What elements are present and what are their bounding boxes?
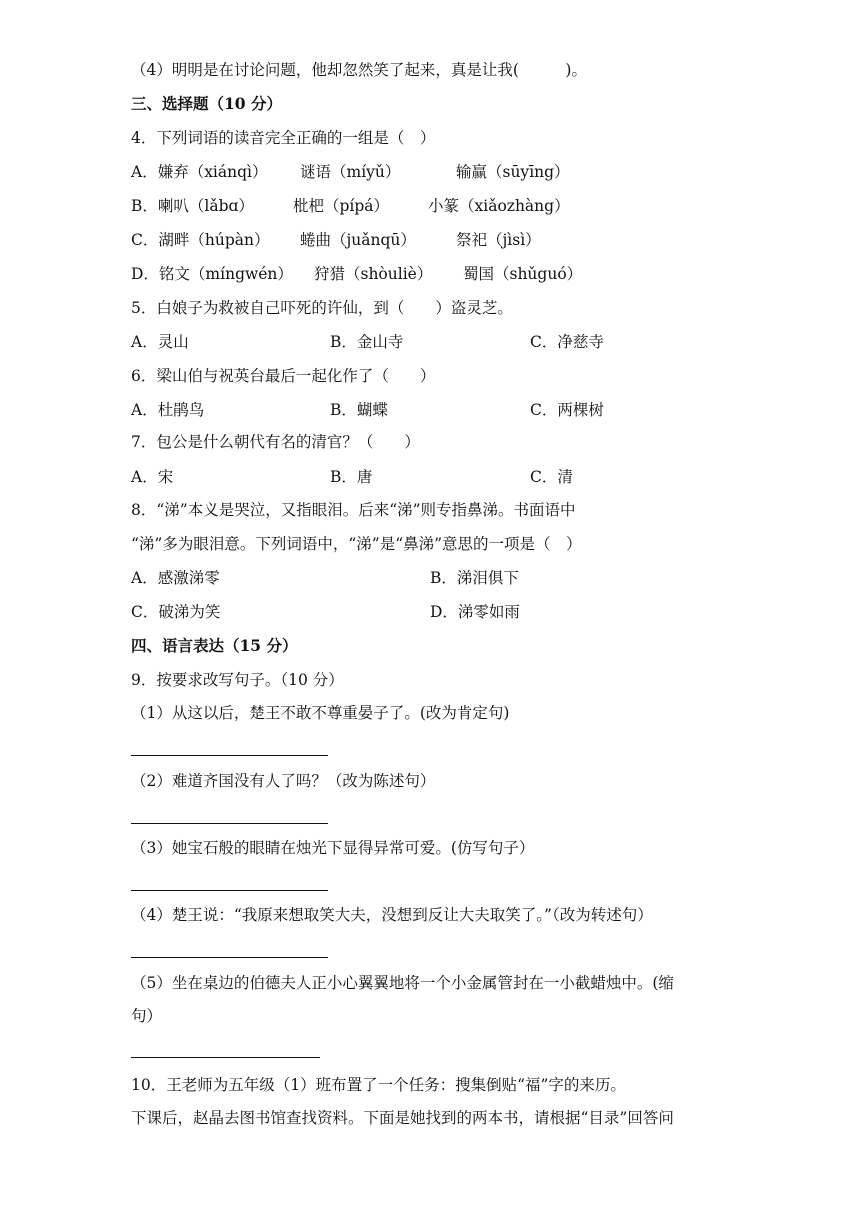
q4-option-d-word1: D．铭文（míngwén）	[131, 265, 293, 283]
q7-option-c: C．清	[530, 468, 573, 486]
q9-item-3-answer-line[interactable]	[131, 890, 328, 891]
question-7: 7．包公是什么朝代有名的清官？（ ）	[131, 433, 420, 451]
q7-option-a: A．宋	[131, 468, 174, 486]
q3-item-4: （4）明明是在讨论问题，他却忽然笑了起来，真是让我( )。	[131, 61, 587, 79]
q4-option-b-word1: B．喇叭（lǎbɑ）	[131, 197, 254, 215]
q6-option-c: C．两棵树	[530, 401, 604, 419]
question-8-line-1: 8．“涕”本义是哭泣，又指眼泪。后来“涕”则专指鼻涕。书面语中	[131, 501, 576, 519]
q8-option-b: B．涕泪俱下	[430, 569, 519, 587]
section-4-heading: 四、语言表达（15 分）	[131, 636, 298, 655]
q4-option-a-word1: A．嫌弃（xiánqì）	[131, 163, 268, 181]
q4-option-b-word3: 小篆（xiǎozhàng）	[428, 197, 570, 215]
question-4: 4．下列词语的读音完全正确的一组是（ ）	[131, 129, 436, 147]
q4-option-d-word2: 狩猎（shòuliè）	[314, 265, 433, 283]
q7-option-b: B．唐	[330, 468, 373, 486]
q6-option-a: A．杜鹃鸟	[131, 401, 205, 419]
q9-item-5-line-2: 句）	[131, 1007, 163, 1025]
q9-item-4: （4）楚王说：“我原来想取笑大夫，没想到反让大夫取笑了。”（改为转述句）	[131, 906, 653, 924]
q9-item-4-answer-line[interactable]	[131, 957, 328, 958]
q5-option-c: C．净慈寺	[530, 333, 604, 351]
question-5: 5．白娘子为救被自己吓死的许仙，到（ ）盗灵芝。	[131, 299, 513, 317]
q4-option-c-word2: 蜷曲（juǎnqū）	[300, 231, 416, 249]
question-10-line-2: 下课后，赵晶去图书馆查找资料。下面是她找到的两本书，请根据“目录”回答问	[131, 1109, 674, 1127]
q4-option-b-word2: 枇杷（pípá）	[293, 197, 390, 215]
q4-option-a-word3: 输赢（sūyīng）	[456, 163, 570, 181]
q9-item-2: （2）难道齐国没有人了吗？（改为陈述句）	[131, 772, 436, 790]
q4-option-c-word3: 祭祀（jìsì）	[456, 231, 541, 249]
question-6: 6．梁山伯与祝英台最后一起化作了（ ）	[131, 367, 436, 385]
q8-option-c: C．破涕为笑	[131, 603, 221, 621]
q9-item-1: （1）从这以后，楚王不敢不尊重晏子了。(改为肯定句)	[131, 704, 510, 722]
section-3-heading: 三、选择题（10 分）	[131, 94, 282, 113]
question-10-line-1: 10．王老师为五年级（1）班布置了一个任务：搜集倒贴“福”字的来历。	[131, 1076, 626, 1094]
q9-item-5-answer-line[interactable]	[131, 1057, 320, 1058]
q4-option-a-word2: 谜语（míyǔ）	[300, 163, 401, 181]
q9-item-1-answer-line[interactable]	[131, 755, 328, 756]
q6-option-b: B．蝴蝶	[330, 401, 388, 419]
q4-option-c-word1: C．湖畔（húpàn）	[131, 231, 270, 249]
q5-option-b: B．金山寺	[330, 333, 404, 351]
question-9: 9．按要求改写句子。（10 分）	[131, 671, 344, 689]
q4-option-d-word3: 蜀国（shǔguó）	[463, 265, 583, 283]
q9-item-3: （3）她宝石般的眼睛在烛光下显得异常可爱。(仿写句子）	[131, 839, 535, 857]
q9-item-5-line-1: （5）坐在桌边的伯德夫人正小心翼翼地将一个小金属管封在一小截蜡烛中。(缩	[131, 974, 674, 992]
q8-option-d: D．涕零如雨	[430, 603, 520, 621]
q5-option-a: A．灵山	[131, 333, 189, 351]
q8-option-a: A．感激涕零	[131, 569, 220, 587]
q9-item-2-answer-line[interactable]	[131, 823, 328, 824]
question-8-line-2: “涕”多为眼泪意。下列词语中，“涕”是“鼻涕”意思的一项是（ ）	[131, 535, 582, 553]
